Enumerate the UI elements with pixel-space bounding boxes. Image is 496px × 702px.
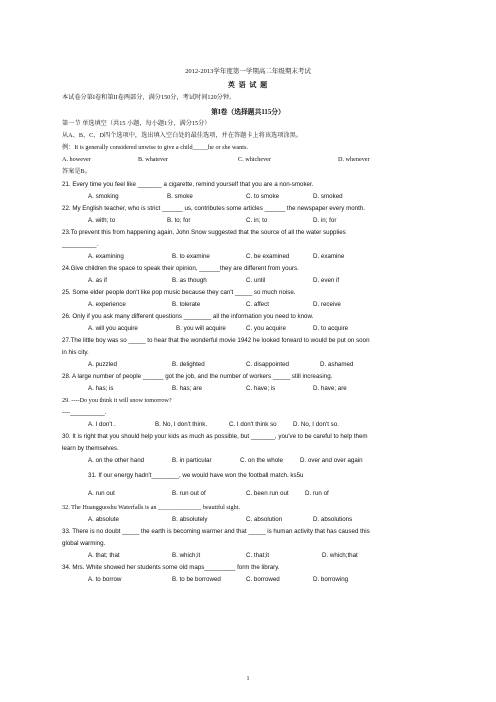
- option-d: D. smoked: [313, 193, 343, 200]
- option-c: C. that;it: [246, 552, 270, 559]
- question-stem: 29. ----Do you think it will snow tomorrow?: [62, 397, 172, 404]
- question-stem: 27.The little boy was so _____ to hear that the wonderful movie 1942 he looked forward to would be put on soon: [62, 337, 370, 344]
- option-d: D. examine: [313, 253, 345, 260]
- option-b: B. as though: [172, 277, 207, 284]
- option-d: D. borrowing: [313, 576, 349, 583]
- subject-title: 英 语 试 题: [227, 81, 269, 89]
- option-c: C. on the whole: [240, 457, 283, 464]
- option-c: C. be examined: [246, 253, 290, 260]
- option-d: D. No, I don't so.: [293, 421, 339, 428]
- example-option-a: A. however: [62, 156, 91, 163]
- option-b: B. run out of: [172, 490, 206, 497]
- option-d: D. receive: [313, 301, 341, 308]
- option-a: A. as if: [88, 277, 107, 284]
- option-a: A. to borrow: [88, 576, 122, 583]
- option-c: C. to smoke: [246, 193, 280, 200]
- question-stem-continued: global warming.: [62, 540, 106, 547]
- option-a: A. absolute: [88, 516, 119, 523]
- question-stem: 30. It is right that you should help your kids as much as possible, but _______, you've to be careful to help them: [62, 433, 368, 440]
- example-option-b: B. whatever: [138, 156, 168, 163]
- option-d: D. in; for: [313, 217, 337, 224]
- option-d: D. run of: [305, 490, 329, 497]
- option-a: A. examining: [88, 253, 124, 260]
- question-stem-continued: learn by themselves.: [62, 445, 119, 452]
- option-a: A. smoking: [88, 193, 119, 200]
- option-d: D. ashamed: [320, 361, 354, 368]
- example-option-d: D. whenever: [338, 156, 370, 163]
- instruction-text: 从A、B、C、D四个选项中，选出填入空白处的最佳选项，并在答题卡上将该选项涂黑。: [62, 132, 302, 139]
- option-b: B. delighted: [172, 361, 205, 368]
- option-a: A. will you acquire: [88, 325, 138, 332]
- section-heading: 第一节 单选填空（共15 小题，每小题1分，满分15分）: [62, 120, 211, 127]
- question-stem: 21. Every time you feel like _______ a cigarette, remind yourself that you are a non-smoker.: [62, 181, 314, 188]
- option-b: B. tolerate: [172, 301, 201, 308]
- option-c: C. absolution: [246, 516, 283, 523]
- question-stem-continued: in his city.: [62, 349, 89, 356]
- option-b: B. smoke: [167, 193, 193, 200]
- option-c: C. I don't think so: [229, 421, 277, 428]
- option-d: D. even if: [313, 277, 340, 284]
- option-c: C. in; to: [246, 217, 268, 224]
- question-stem: 34. Mrs. White showed her students some old maps_________ form the library.: [62, 564, 280, 571]
- question-stem: 24.Give children the space to speak their opinion, ______they are different from yours.: [62, 265, 299, 272]
- example-stem: 例：It is generally considered unwise to give a child_____he or she wants.: [62, 144, 248, 151]
- option-b: B. in particular: [172, 457, 212, 464]
- option-a: A. experience: [88, 301, 126, 308]
- question-stem: 31. If our energy hadn't________, we would have won the football match. ks5u: [88, 472, 304, 479]
- question-stem: 26. Only if you ask many different questions ________ all the information you need to know.: [62, 313, 314, 320]
- option-c: C. until: [246, 277, 266, 284]
- question-stem: 28. A large number of people ______ got the job, and the number of workers _____ still increasing.: [62, 373, 333, 380]
- example-option-c: C. whichever: [238, 156, 271, 163]
- intro-text: 本试卷分第I卷和第II卷两部分，满分150分，考试时间120分钟。: [62, 94, 236, 101]
- option-d: D. have; are: [313, 385, 347, 392]
- option-b: B. to be borrowed: [172, 576, 221, 583]
- option-a: A. that; that: [88, 552, 120, 559]
- option-d: D. over and over again: [300, 457, 363, 464]
- page-number: 1: [246, 676, 250, 682]
- option-c: C. borrowed: [246, 576, 280, 583]
- option-b: B. has; are: [172, 385, 202, 392]
- question-stem: 32. The Huangguoshu Waterfalls is an ______________ beautiful sight.: [62, 504, 240, 511]
- question-stem: 25. Some elder people don't like pop music because they can't _____ so much noise.: [62, 289, 296, 296]
- option-a: A. has; is: [88, 385, 114, 392]
- option-a: A. on the other hand: [88, 457, 145, 464]
- example-answer: 答案是B。: [62, 168, 91, 175]
- question-stem: 22. My English teacher, who is strict ______ us, contributes some articles ______ the newspaper every month.: [62, 205, 366, 212]
- option-a: A. run out: [88, 490, 115, 497]
- option-c: C. you acquire: [246, 325, 286, 332]
- option-a: A. with; to: [88, 217, 116, 224]
- option-d: D. which;that: [322, 552, 358, 559]
- option-b: B. to; for: [167, 217, 191, 224]
- option-b: B. No, I don't think.: [155, 421, 208, 428]
- part-one-title: 第I卷（选择题共115分）: [211, 109, 285, 116]
- option-c: C. have; is: [246, 385, 276, 392]
- option-c: C. affect: [246, 301, 269, 308]
- question-stem: 23.To prevent this from happening again, John Snow suggested that the source of all the water supplies: [62, 229, 346, 236]
- question-stem: 33. There is no doubt _____ the earth is becoming warmer and that _____ is human activity that has caused this: [62, 528, 370, 535]
- option-c: C. been run out: [246, 490, 289, 497]
- option-b: B. to examine: [172, 253, 210, 260]
- option-b: B. which;it: [172, 552, 201, 559]
- option-c: C. disappointed: [246, 361, 289, 368]
- option-b: B. you will acquire: [176, 325, 226, 332]
- option-d: D. to acquire: [313, 325, 349, 332]
- option-d: D. absolutions: [313, 516, 353, 523]
- question-stem-continued: __________.: [62, 241, 99, 248]
- option-b: B. absolutely: [172, 516, 208, 523]
- exam-title: 2012-2013学年度第一学期高二年级期末考试: [185, 68, 311, 75]
- option-a: A. puzzled: [88, 361, 117, 368]
- option-a: A. I don't .: [88, 421, 116, 428]
- question-stem-continued: ----__________.: [62, 409, 107, 416]
